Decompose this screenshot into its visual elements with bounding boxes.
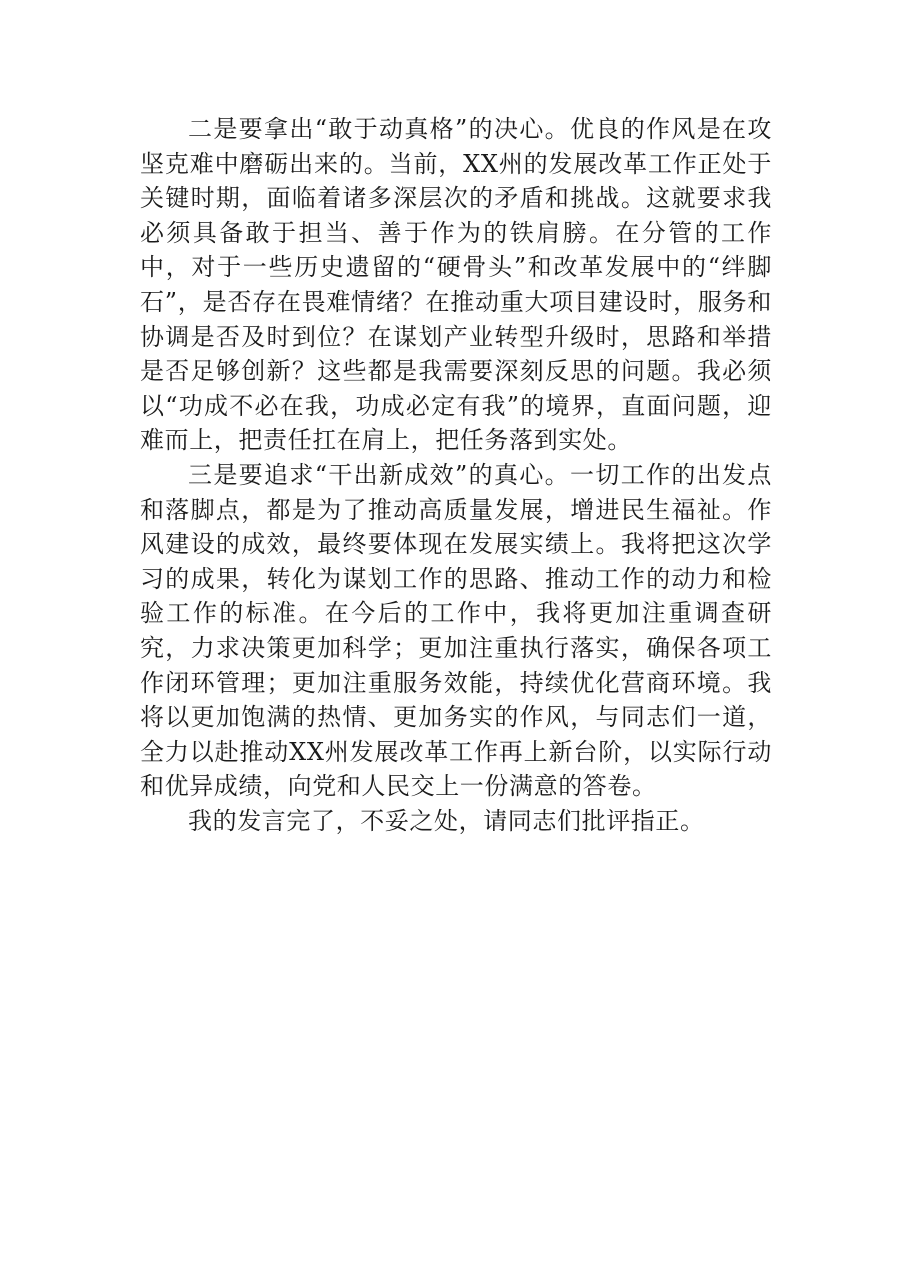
document-body: [140, 112, 772, 838]
paragraph-point-two: 二是要拿出“敢于动真格”的决心。优良的作风是在攻坚克难中磨砺出来的。当前，XX州的发展改革工作正处于关键时期，面临着诸多深层次的矛盾和挑战。这就要求我必须具备敢于担当、善于作为的铁肩膀。在分管的工作中，对于一些历史遗留的“硬骨头”和改革发展中的“绊脚石”，是否存在畏难情绪？在推动重大项目建设时，服务和协调是否及时到位？在谋划产业转型升级时，思路和举措是否足够创新？这些都是我需要深刻反思的问题。我必须以“功成不必在我，功成必定有我”的境界，直面问题，迎难而上，把责任扛在肩上，把任务落到实处。: [140, 115, 772, 455]
paragraph-point-three: 三是要追求“干出新成效”的真心。一切工作的出发点和落脚点，都是为了推动高质量发展，增进民生福祉。作风建设的成效，最终要体现在发展实绩上。我将把这次学习的成果，转化为谋划工作的思路、推动工作的动力和检验工作的标准。在今后的工作中，我将更加注重调查研究，力求决策更加科学；更加注重执行落实，确保各项工作闭环管理；更加注重服务效能，持续优化营商环境。我将以更加饱满的热情、更加务实的作风，与同志们一道，全力以赴推动XX州发展改革工作再上新台阶，以实际行动和优异成绩，向党和人民交上一份满意的答卷。: [140, 460, 772, 801]
paragraph-closing: 我的发言完了，不妥之处，请同志们批评指正。: [188, 806, 705, 835]
